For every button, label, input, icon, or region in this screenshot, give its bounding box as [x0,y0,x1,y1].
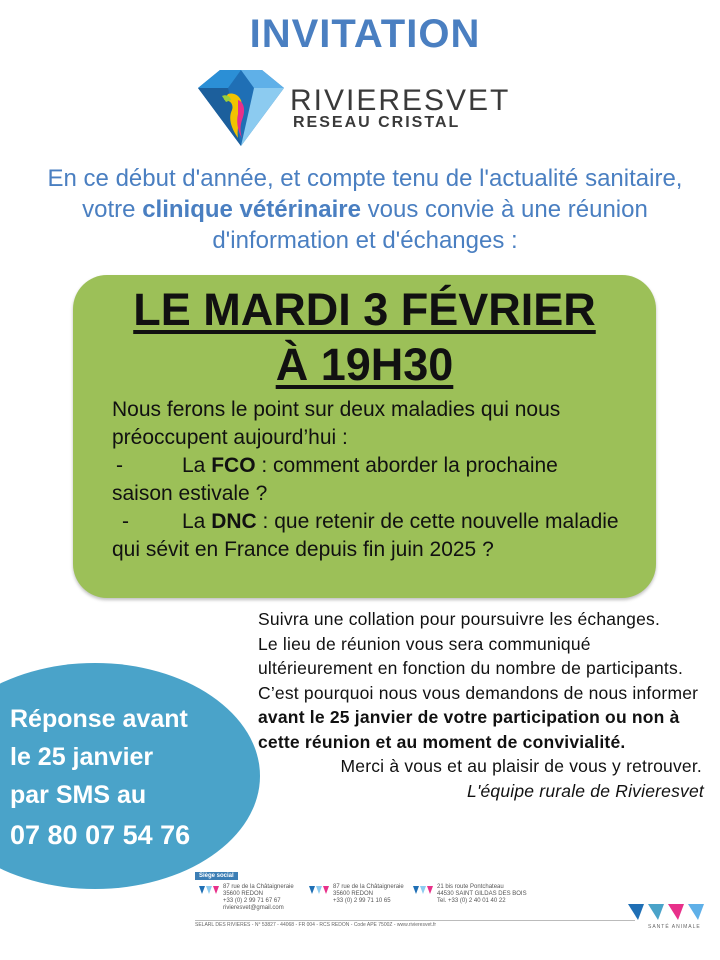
intro-text-2: vous convie à une réunion d'information et d'échanges : [212,196,648,254]
address-phone: +33 (0) 2 99 71 67 67 [223,898,281,904]
brand-mark-icon [309,886,329,894]
rsvp-line3: par SMS au [10,781,147,809]
bullet-fco [112,452,622,508]
brand-bottom-logo [628,902,710,932]
address-city: 35600 REDON [333,891,374,897]
rsvp-line1: Réponse avant [10,705,188,733]
logo-name: RIVIERESVET [290,84,511,117]
bullet-dash: - [116,454,123,477]
intro-paragraph [30,163,700,256]
collation-text: Suivra une collation pour poursuivre les échanges. [258,609,661,629]
logo-subtitle: RESEAU CRISTAL [293,114,461,131]
bullet-prefix: La [182,510,212,533]
details-text [258,607,708,803]
address-phone: +33 (0) 2 99 71 10 65 [333,898,391,904]
rivieresvet-logo [198,70,528,148]
signature-text: L'équipe rurale de Rivieresvet [467,780,704,801]
bullet-text: : que retenir de cette nouvelle maladie qui sévit en France depuis fin juin 2025 ? [112,510,619,561]
address-city: 44530 SAINT GILDAS DES BOIS [437,891,527,897]
address-email: rivieresvet@gmail.com [223,905,284,911]
bullet-disease: FCO [211,454,256,477]
address-city: 35600 REDON [223,891,264,897]
event-description [112,396,622,564]
intro-text-1: En ce début d'année, et compte tenu de l'actualité sanitaire, votre [47,165,683,223]
diamond-logo-icon [198,70,284,146]
lieu-text-bold: avant le 25 janvier de votre participation ou non à cette réunion et au moment de convivialité. [258,707,680,752]
address-phone: Tel. +33 (0) 2 40 01 40 22 [437,898,506,904]
brand-mark-icon [413,886,433,894]
event-intro: Nous ferons le point sur deux maladies qui nous préoccupent aujourd’hui : [112,398,561,449]
brand-mark-icon [199,886,219,894]
lieu-text [258,632,708,755]
lieu-text-normal: Le lieu de réunion vous sera communiqué ultérieurement en fonction du nombre de participants. C’est pourquoi nous vous demandons de nous informer [258,633,699,703]
address-street: 87 rue de la Châtaigneraie [223,884,294,890]
event-date [73,282,656,392]
event-date-line2: À 19H30 [275,339,454,390]
address-street: 87 rue de la Châtaigneraie [333,884,404,890]
rsvp-line2: le 25 janvier [10,743,154,771]
rsvp-phone: 07 80 07 54 76 [10,820,191,850]
bullet-prefix: La [182,454,212,477]
brand-caption: SANTÉ ANIMALE [648,924,701,930]
colored-chevrons-icon [628,902,710,922]
footer-tag: Siège social [195,872,238,880]
intro-bold: clinique vétérinaire [142,196,361,223]
rsvp-text [10,700,230,814]
bullet-text: : comment aborder la prochaine saison estivale ? [112,454,558,505]
footer-legal: SELARL DES RIVIERES - N° 53827 - 44068 - FR 004 - RCS REDON - Code APE 7500Z - www.rivieresvet.fr [195,920,635,928]
bullet-disease: DNC [211,510,257,533]
footer-addresses [195,872,635,928]
address-street: 21 bis route Pontchateau [437,884,504,890]
event-date-line1: LE MARDI 3 FÉVRIER [133,284,596,335]
bullet-dnc [112,508,622,564]
page-title: INVITATION [249,12,481,56]
thanks-text: Merci à vous et au plaisir de vous y retrouver. [340,756,702,776]
bullet-dash: - [122,510,129,533]
footer-address-3 [437,884,567,905]
